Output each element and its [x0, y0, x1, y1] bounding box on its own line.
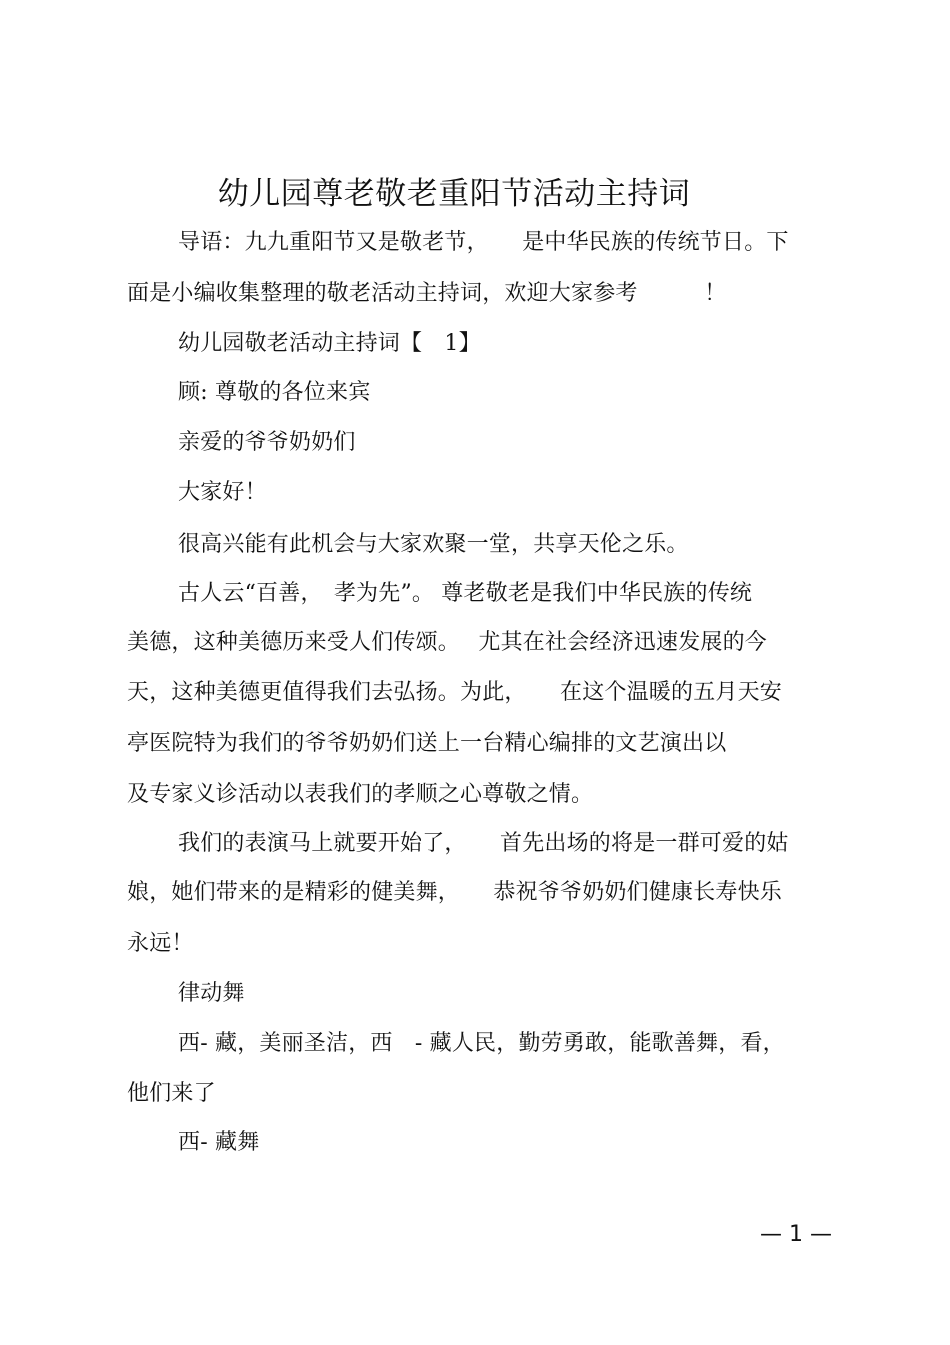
paragraph-line-tradition-5: 及专家义诊活动以表我们的孝顺之心尊敬之情。	[127, 782, 594, 807]
paragraph-line-tibet-2: 他们来了	[127, 1081, 216, 1106]
paragraph-line-tradition-2: 美德，这种美德历来受人们传颂。 尤其在社会经济迅速发展的今	[127, 630, 767, 655]
program-item-tibetan-dance: 西- 藏舞	[178, 1130, 260, 1155]
document-title: 幼儿园尊老敬老重阳节活动主持词	[217, 176, 691, 212]
paragraph-line-performance-3: 永远！	[127, 931, 194, 956]
paragraph-line-greeting-guests: 顾: 尊敬的各位来宾	[178, 380, 371, 405]
paragraph-line-performance-2: 娘，她们带来的是精彩的健美舞， 恭祝爷爷奶奶们健康长寿快乐	[127, 880, 783, 905]
paragraph-line-greeting-elders: 亲爱的爷爷奶奶们	[178, 430, 356, 455]
paragraph-line-intro-2: 面是小编收集整理的敬老活动主持词，欢迎大家参考 ！	[127, 281, 727, 306]
paragraph-line-tradition-1: 古人云“百善， 孝为先”。 尊老敬老是我们中华民族的传统	[178, 581, 753, 606]
section-heading: 幼儿园敬老活动主持词【 1】	[178, 331, 481, 356]
paragraph-line-tibet-1: 西- 藏，美丽圣洁，西 - 藏人民，勤劳勇敢，能歌善舞，看，	[178, 1031, 785, 1056]
paragraph-line-performance-1: 我们的表演马上就要开始了， 首先出场的将是一群可爱的姑	[178, 831, 789, 856]
paragraph-line-intro-1: 导语：九九重阳节又是敬老节， 是中华民族的传统节日。下	[178, 230, 789, 255]
program-item-rhythm-dance: 律动舞	[178, 981, 245, 1006]
paragraph-line-tradition-4: 亭医院特为我们的爷爷奶奶们送上一台精心编排的文艺演出以	[127, 731, 727, 756]
paragraph-line-hello: 大家好！	[178, 480, 267, 505]
paragraph-line-gathering: 很高兴能有此机会与大家欢聚一堂，共享天伦之乐。	[178, 532, 689, 557]
paragraph-line-tradition-3: 天，这种美德更值得我们去弘扬。为此， 在这个温暖的五月天安	[127, 680, 783, 705]
page-number: — 1 —	[760, 1222, 832, 1247]
